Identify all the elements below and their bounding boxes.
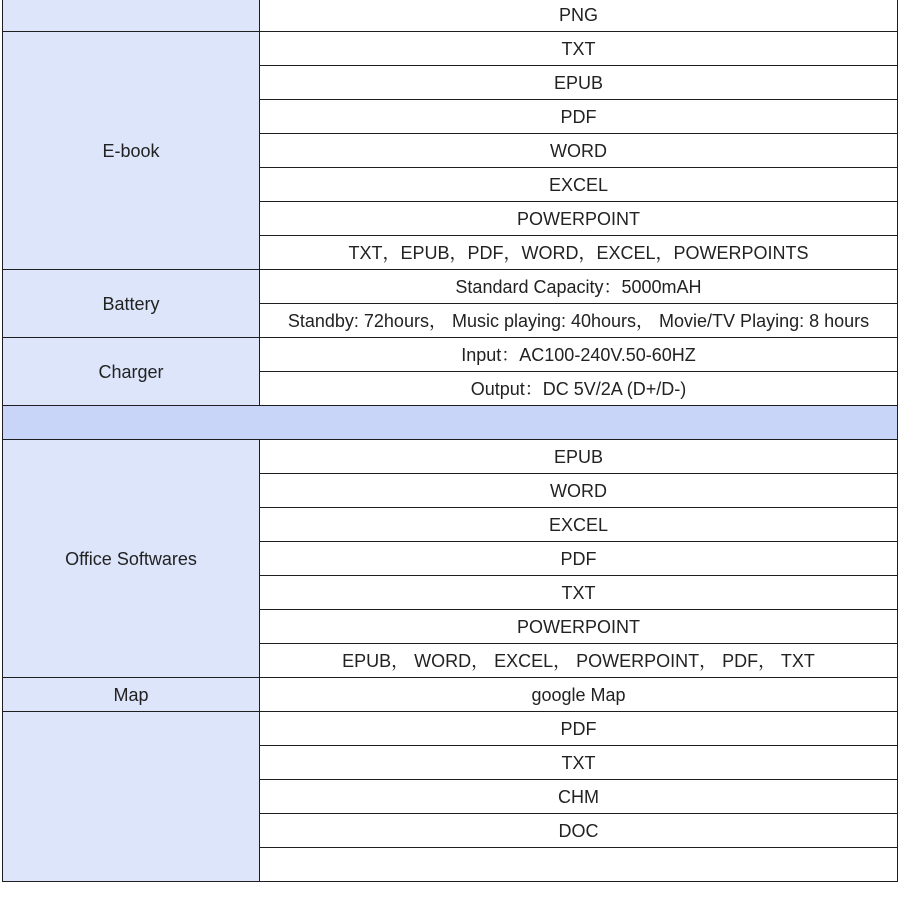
table-row [3, 440, 898, 474]
category-ebook: E-book [3, 32, 260, 270]
table-row [3, 678, 898, 712]
category-office-softwares: Office Softwares [3, 440, 260, 678]
value-cell: WORD [260, 134, 898, 168]
value-cell: DOC [260, 814, 898, 848]
category-cell-image [3, 0, 260, 32]
value-cell: EPUB [260, 66, 898, 100]
value-cell: PNG [260, 0, 898, 32]
value-cell: TXT [260, 576, 898, 610]
table-row [3, 712, 898, 746]
category-map: Map [3, 678, 260, 712]
value-cell: google Map [260, 678, 898, 712]
value-cell: CHM [260, 780, 898, 814]
table-row [3, 0, 898, 32]
category-reader-formats [3, 712, 260, 882]
table-row [3, 338, 898, 372]
value-cell-cutoff [260, 848, 898, 882]
category-charger: Charger [3, 338, 260, 406]
table-row [3, 406, 898, 440]
value-cell: Standard Capacity：5000mAH [260, 270, 898, 304]
value-cell: POWERPOINT [260, 202, 898, 236]
section-band [3, 406, 898, 440]
value-cell: TXT [260, 32, 898, 66]
value-cell: EXCEL [260, 168, 898, 202]
value-cell: TXT [260, 746, 898, 780]
value-cell: EPUB [260, 440, 898, 474]
spec-table [2, 0, 898, 882]
value-cell: PDF [260, 542, 898, 576]
value-cell: EXCEL [260, 508, 898, 542]
value-cell: EPUB， WORD， EXCEL， POWERPOINT， PDF， TXT [260, 644, 898, 678]
value-cell: PDF [260, 100, 898, 134]
category-battery: Battery [3, 270, 260, 338]
value-cell: Input：AC100-240V.50-60HZ [260, 338, 898, 372]
table-row [3, 32, 898, 66]
value-cell: Output：DC 5V/2A (D+/D-) [260, 372, 898, 406]
table-row [3, 270, 898, 304]
value-cell: POWERPOINT [260, 610, 898, 644]
value-cell: PDF [260, 712, 898, 746]
value-cell: WORD [260, 474, 898, 508]
value-cell: Standby: 72hours， Music playing: 40hours， Movie/TV Playing: 8 hours [260, 304, 898, 338]
value-cell: TXT，EPUB，PDF，WORD，EXCEL，POWERPOINTS [260, 236, 898, 270]
